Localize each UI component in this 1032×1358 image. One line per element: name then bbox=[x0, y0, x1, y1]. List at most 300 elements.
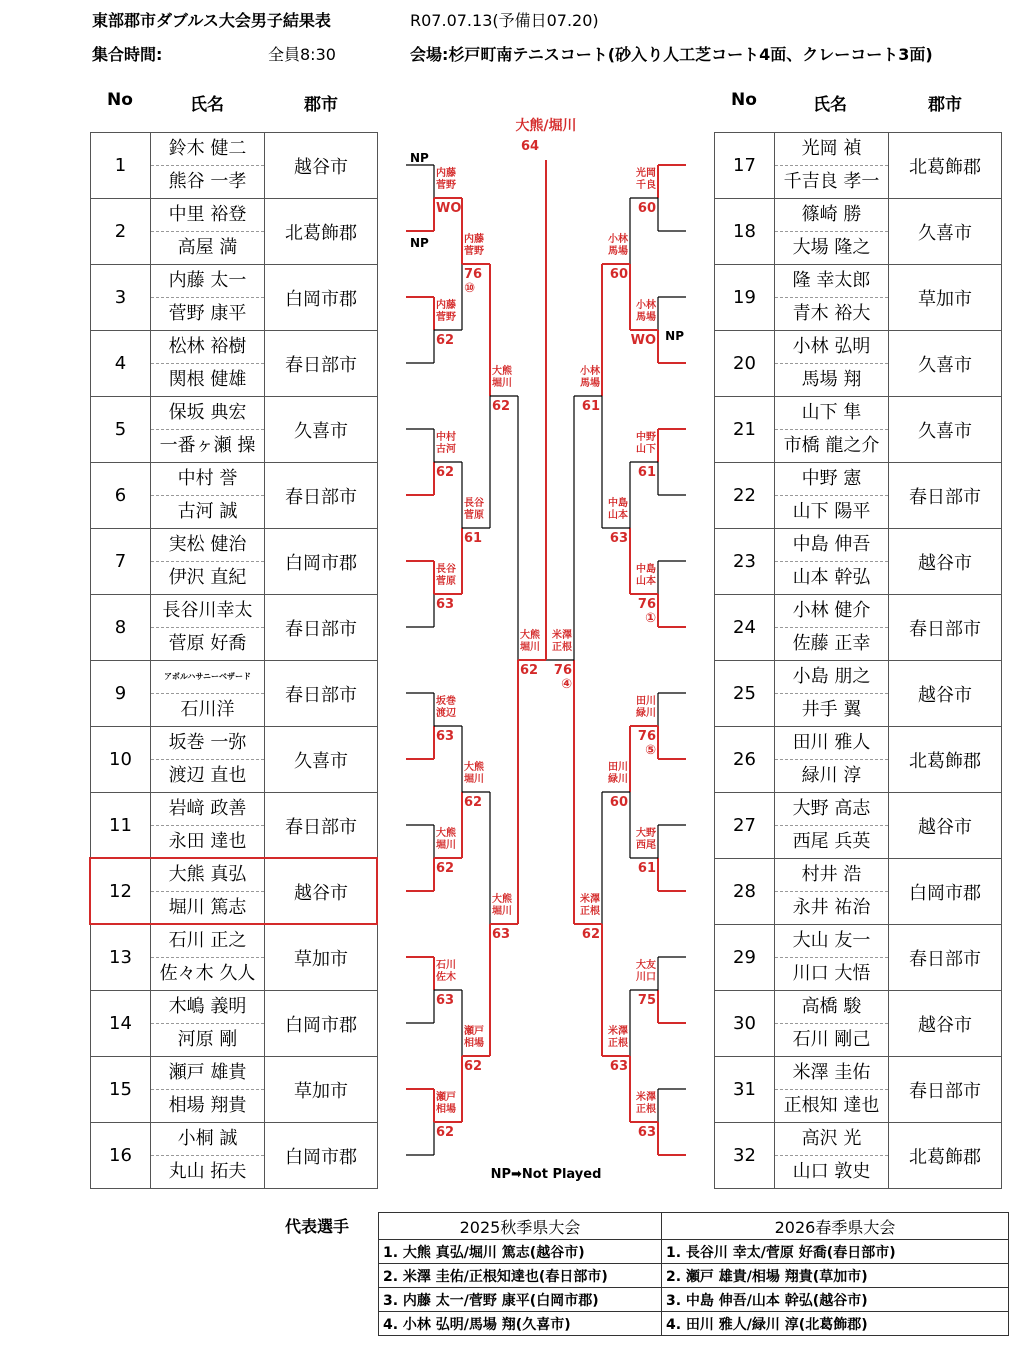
player-1-name: 隆 幸太郎 bbox=[775, 265, 888, 298]
player-row bbox=[715, 595, 1002, 661]
player-names bbox=[775, 397, 889, 463]
player-1-name: 鈴木 健二 bbox=[151, 133, 264, 166]
seed-number: 9 bbox=[91, 661, 151, 727]
match-winner-label: 大熊 bbox=[492, 894, 512, 905]
seed-number: 13 bbox=[91, 925, 151, 991]
player-1-name: 実松 健治 bbox=[151, 529, 264, 562]
match-winner-label: 堀川 bbox=[492, 906, 512, 917]
player-1-name: 松林 裕樹 bbox=[151, 331, 264, 364]
match-winner-label: 大熊 bbox=[464, 762, 484, 773]
match-winner-label: 馬場 bbox=[580, 378, 600, 389]
player-city: 北葛飾郡 bbox=[889, 727, 1002, 793]
player-city: 越谷市 bbox=[889, 529, 1002, 595]
meeting-time: 全員8:30 bbox=[268, 45, 336, 64]
seed-number: 31 bbox=[715, 1057, 775, 1123]
player-row bbox=[91, 1123, 378, 1189]
final-score: 64 bbox=[520, 139, 540, 154]
seed-number: 8 bbox=[91, 595, 151, 661]
player-1-name: 保坂 典宏 bbox=[151, 397, 264, 430]
player-2-name: 石川 剛己 bbox=[792, 1029, 871, 1050]
match-note: ⑤ bbox=[644, 743, 656, 758]
player-city: 白岡市郡 bbox=[265, 529, 378, 595]
player-1-name: 田川 雅人 bbox=[775, 727, 888, 760]
player-names bbox=[775, 265, 889, 331]
player-city: 北葛飾郡 bbox=[265, 199, 378, 265]
player-city: 白岡市郡 bbox=[265, 991, 378, 1057]
player-names bbox=[775, 859, 889, 925]
match-score: 62 bbox=[464, 795, 483, 810]
player-names bbox=[151, 1057, 265, 1123]
match-score: WO bbox=[436, 201, 462, 216]
reps-col2-row: 1. 長谷川 幸太/菅原 好喬(春日部市) bbox=[662, 1240, 1009, 1264]
seed-number: 28 bbox=[715, 859, 775, 925]
player-names bbox=[775, 529, 889, 595]
match-winner-label: 大熊 bbox=[436, 828, 456, 839]
match-winner-label: 堀川 bbox=[492, 378, 512, 389]
match-winner-label: 馬場 bbox=[608, 246, 628, 257]
player-names bbox=[775, 661, 889, 727]
player-row bbox=[715, 859, 1002, 925]
seed-number: 4 bbox=[91, 331, 151, 397]
player-1-name: 篠崎 勝 bbox=[775, 199, 888, 232]
match-score: 76 bbox=[637, 597, 656, 612]
player-row bbox=[715, 397, 1002, 463]
match-winner-label: 田川 bbox=[636, 696, 656, 707]
match-winner-label: 堀川 bbox=[436, 840, 456, 851]
player-city: 越谷市 bbox=[265, 133, 378, 199]
col-city-right: 郡市 bbox=[928, 95, 962, 115]
match-winner-label: 内藤 bbox=[464, 234, 484, 245]
player-2-name: 市橋 龍之介 bbox=[783, 435, 880, 456]
match-winner-label: 菅野 bbox=[436, 312, 456, 323]
player-row bbox=[91, 991, 378, 1057]
player-names bbox=[151, 199, 265, 265]
player-1-name: 小林 弘明 bbox=[775, 331, 888, 364]
player-names bbox=[775, 1123, 889, 1189]
match-winner-label: 山本 bbox=[608, 510, 628, 521]
player-2-name: 青木 裕大 bbox=[792, 303, 871, 324]
player-row bbox=[91, 529, 378, 595]
player-2-name: 渡辺 直也 bbox=[168, 765, 247, 786]
match-winner-label: 石川 bbox=[436, 960, 456, 971]
player-1-name: 高沢 光 bbox=[775, 1123, 888, 1156]
representatives-table bbox=[378, 1212, 1009, 1336]
reps-col1-row: 4. 小林 弘明/馬場 翔(久喜市) bbox=[379, 1312, 662, 1336]
match-winner-label: 大熊 bbox=[492, 366, 512, 377]
player-names bbox=[151, 727, 265, 793]
seed-number: 30 bbox=[715, 991, 775, 1057]
seed-number: 12 bbox=[91, 859, 151, 925]
match-winner-label: 菅野 bbox=[464, 246, 484, 257]
player-row bbox=[715, 463, 1002, 529]
seed-number: 14 bbox=[91, 991, 151, 1057]
player-city: 春日部市 bbox=[889, 1057, 1002, 1123]
player-city: 白岡市郡 bbox=[265, 265, 378, 331]
player-2-name: 石川洋 bbox=[180, 699, 235, 720]
col-city-left: 郡市 bbox=[304, 95, 338, 115]
match-score: 60 bbox=[609, 267, 628, 282]
player-row bbox=[715, 925, 1002, 991]
tournament-bracket bbox=[400, 110, 700, 1190]
seed-number: 16 bbox=[91, 1123, 151, 1189]
player-row bbox=[715, 199, 1002, 265]
representatives-label: 代表選手 bbox=[285, 1217, 350, 1236]
match-winner-label: 小林 bbox=[580, 366, 600, 377]
player-city: 春日部市 bbox=[265, 793, 378, 859]
player-names bbox=[775, 727, 889, 793]
player-row bbox=[715, 529, 1002, 595]
player-city: 久喜市 bbox=[889, 397, 1002, 463]
match-winner-label: 馬場 bbox=[636, 312, 656, 323]
player-2-name: 菅原 好喬 bbox=[168, 633, 247, 654]
reps-col1-row: 3. 内藤 太一/菅野 康平(白岡市郡) bbox=[379, 1288, 662, 1312]
player-city: 草加市 bbox=[889, 265, 1002, 331]
match-winner-label: 米澤 bbox=[552, 630, 572, 641]
seed-number: 26 bbox=[715, 727, 775, 793]
match-score: 62 bbox=[436, 861, 455, 876]
match-winner-label: 米澤 bbox=[636, 1092, 656, 1103]
player-row bbox=[715, 661, 1002, 727]
match-winner-label: 米澤 bbox=[608, 1026, 628, 1037]
player-2-name: 相場 翔貴 bbox=[168, 1095, 247, 1116]
player-city: 久喜市 bbox=[889, 331, 1002, 397]
match-score: WO bbox=[630, 333, 656, 348]
player-2-name: 菅野 康平 bbox=[168, 303, 247, 324]
player-1-name: 高橋 駿 bbox=[775, 991, 888, 1024]
player-names bbox=[775, 1057, 889, 1123]
match-winner-label: 中島 bbox=[608, 498, 628, 509]
match-winner-label: 米澤 bbox=[580, 894, 600, 905]
player-1-name: 小桐 誠 bbox=[151, 1123, 264, 1156]
match-winner-label: 菅原 bbox=[436, 576, 456, 587]
seed-number: 22 bbox=[715, 463, 775, 529]
seed-number: 10 bbox=[91, 727, 151, 793]
match-winner-label: 内藤 bbox=[436, 300, 456, 311]
player-city: 久喜市 bbox=[265, 727, 378, 793]
player-names bbox=[151, 133, 265, 199]
meeting-label: 集合時間: bbox=[92, 45, 163, 64]
seed-number: 20 bbox=[715, 331, 775, 397]
player-1-name: 木嶋 義明 bbox=[151, 991, 264, 1024]
match-note: ① bbox=[644, 611, 656, 626]
reps-col1-title: 2025秋季県大会 bbox=[379, 1213, 662, 1240]
player-row bbox=[91, 265, 378, 331]
match-winner-label: 小林 bbox=[636, 300, 656, 311]
player-city: 越谷市 bbox=[889, 661, 1002, 727]
player-1-name: 石川 正之 bbox=[151, 925, 264, 958]
match-winner-label: 山下 bbox=[636, 444, 656, 455]
player-row bbox=[715, 1057, 1002, 1123]
player-row bbox=[91, 925, 378, 991]
seed-number: 7 bbox=[91, 529, 151, 595]
player-2-name: 佐々木 久人 bbox=[159, 963, 256, 984]
player-names bbox=[151, 331, 265, 397]
seed-number: 23 bbox=[715, 529, 775, 595]
seed-number: 21 bbox=[715, 397, 775, 463]
player-1-name: 大熊 真弘 bbox=[151, 859, 264, 892]
match-winner-label: 中村 bbox=[436, 432, 456, 443]
player-1-name: 坂巻 一弥 bbox=[151, 727, 264, 760]
player-city: 越谷市 bbox=[889, 991, 1002, 1057]
match-winner-label: 長谷 bbox=[436, 564, 456, 575]
match-score: 75 bbox=[637, 993, 656, 1008]
player-2-name: 高屋 満 bbox=[177, 237, 238, 258]
player-1-name: アボルハサニーベザード bbox=[151, 661, 264, 694]
match-score: 63 bbox=[436, 993, 455, 1008]
match-winner-label: 小林 bbox=[608, 234, 628, 245]
player-names bbox=[775, 925, 889, 991]
col-name-left: 氏名 bbox=[190, 95, 224, 115]
player-1-name: 岩﨑 政善 bbox=[151, 793, 264, 826]
player-1-name: 村井 浩 bbox=[775, 859, 888, 892]
np-label: NP bbox=[410, 236, 429, 250]
reps-col2-title: 2026春季県大会 bbox=[662, 1213, 1009, 1240]
event-date: R07.07.13(予備日07.20) bbox=[410, 11, 599, 30]
player-row bbox=[715, 793, 1002, 859]
player-2-name: 古河 誠 bbox=[177, 501, 238, 522]
player-names bbox=[151, 529, 265, 595]
player-names bbox=[151, 265, 265, 331]
player-2-name: 伊沢 直紀 bbox=[168, 567, 247, 588]
player-2-name: 熊谷 一孝 bbox=[168, 171, 247, 192]
player-names bbox=[151, 925, 265, 991]
player-names bbox=[151, 595, 265, 661]
player-city: 越谷市 bbox=[889, 793, 1002, 859]
match-winner-label: 中島 bbox=[636, 564, 656, 575]
player-row bbox=[715, 331, 1002, 397]
reps-col2-row: 4. 田川 雅人/緑川 淳(北葛飾郡) bbox=[662, 1312, 1009, 1336]
player-names bbox=[151, 1123, 265, 1189]
player-city: 春日部市 bbox=[889, 595, 1002, 661]
match-score: 62 bbox=[436, 333, 455, 348]
player-2-name: 一番ヶ瀬 操 bbox=[159, 435, 256, 456]
champion-highlight bbox=[89, 857, 378, 925]
player-city: 白岡市郡 bbox=[265, 1123, 378, 1189]
match-score: 63 bbox=[492, 927, 511, 942]
player-2-name: 千吉良 孝一 bbox=[783, 171, 880, 192]
match-winner-label: 堀川 bbox=[520, 642, 540, 653]
match-score: 61 bbox=[637, 465, 656, 480]
player-row bbox=[91, 463, 378, 529]
reps-col1-row: 1. 大熊 真弘/堀川 篤志(越谷市) bbox=[379, 1240, 662, 1264]
match-score: 63 bbox=[637, 1125, 656, 1140]
player-names bbox=[151, 397, 265, 463]
page-title: 東部郡市ダブルス大会男子結果表 bbox=[92, 11, 331, 30]
match-winner-label: 緑川 bbox=[636, 708, 656, 719]
player-2-name: 丸山 拓夫 bbox=[168, 1161, 247, 1182]
seed-number: 24 bbox=[715, 595, 775, 661]
player-row bbox=[91, 397, 378, 463]
player-names bbox=[151, 463, 265, 529]
player-city: 春日部市 bbox=[889, 463, 1002, 529]
player-1-name: 大野 高志 bbox=[775, 793, 888, 826]
player-1-name: 長谷川幸太 bbox=[151, 595, 264, 628]
player-row bbox=[91, 1057, 378, 1123]
player-1-name: 中村 誉 bbox=[151, 463, 264, 496]
match-score: 76 bbox=[553, 663, 572, 678]
seed-number: 17 bbox=[715, 133, 775, 199]
match-score: 63 bbox=[436, 729, 455, 744]
player-row bbox=[91, 199, 378, 265]
player-1-name: 山下 隼 bbox=[775, 397, 888, 430]
player-city: 北葛飾郡 bbox=[889, 1123, 1002, 1189]
match-score: 63 bbox=[609, 1059, 628, 1074]
match-winner-label: 西尾 bbox=[636, 840, 656, 851]
match-score: 60 bbox=[637, 201, 656, 216]
player-1-name: 中野 憲 bbox=[775, 463, 888, 496]
match-score: 61 bbox=[637, 861, 656, 876]
match-score: 62 bbox=[520, 663, 539, 678]
player-city: 春日部市 bbox=[265, 463, 378, 529]
player-1-name: 光岡 禎 bbox=[775, 133, 888, 166]
match-winner-label: 正根 bbox=[608, 1038, 628, 1049]
match-note: ④ bbox=[560, 677, 572, 692]
reps-col1-row: 2. 米澤 圭佑/正根知達也(春日部市) bbox=[379, 1264, 662, 1288]
match-winner-label: 光岡 bbox=[636, 168, 656, 179]
player-2-name: 佐藤 正幸 bbox=[792, 633, 871, 654]
player-2-name: 永井 祐治 bbox=[792, 897, 871, 918]
player-city: 春日部市 bbox=[265, 331, 378, 397]
player-city: 北葛飾郡 bbox=[889, 133, 1002, 199]
seed-number: 15 bbox=[91, 1057, 151, 1123]
seed-number: 6 bbox=[91, 463, 151, 529]
np-label: NP bbox=[410, 151, 429, 165]
player-row bbox=[91, 661, 378, 727]
match-winner-label: 古河 bbox=[436, 444, 456, 455]
match-score: 60 bbox=[609, 795, 628, 810]
seed-number: 11 bbox=[91, 793, 151, 859]
player-names bbox=[775, 133, 889, 199]
match-winner-label: 正根 bbox=[580, 906, 600, 917]
player-names bbox=[775, 991, 889, 1057]
player-2-name: 堀川 篤志 bbox=[168, 897, 247, 918]
col-name-right: 氏名 bbox=[813, 95, 847, 115]
player-row bbox=[91, 793, 378, 859]
match-winner-label: 相場 bbox=[464, 1038, 484, 1049]
player-row bbox=[91, 727, 378, 793]
player-row bbox=[91, 331, 378, 397]
match-winner-label: 正根 bbox=[636, 1104, 656, 1115]
player-city: 草加市 bbox=[265, 925, 378, 991]
seed-number: 18 bbox=[715, 199, 775, 265]
match-score: 63 bbox=[436, 597, 455, 612]
match-score: 76 bbox=[464, 267, 483, 282]
match-winner-label: 大野 bbox=[636, 828, 656, 839]
match-winner-label: 千良 bbox=[636, 180, 656, 191]
player-row bbox=[91, 133, 378, 199]
seed-number: 5 bbox=[91, 397, 151, 463]
player-1-name: 中里 裕登 bbox=[151, 199, 264, 232]
match-score: 62 bbox=[464, 1059, 483, 1074]
player-names bbox=[775, 793, 889, 859]
seed-number: 1 bbox=[91, 133, 151, 199]
reps-col2-row: 2. 瀬戸 雄貴/相場 翔貴(草加市) bbox=[662, 1264, 1009, 1288]
seed-number: 3 bbox=[91, 265, 151, 331]
player-2-name: 山下 陽平 bbox=[792, 501, 871, 522]
match-score: 62 bbox=[436, 1125, 455, 1140]
player-row bbox=[715, 133, 1002, 199]
match-winner-label: 瀬戸 bbox=[464, 1026, 484, 1037]
player-row bbox=[715, 1123, 1002, 1189]
match-winner-label: 田川 bbox=[608, 762, 628, 773]
match-winner-label: 佐木 bbox=[436, 972, 456, 983]
player-city: 春日部市 bbox=[265, 595, 378, 661]
match-score: 63 bbox=[609, 531, 628, 546]
np-label: NP bbox=[665, 329, 684, 343]
seed-number: 19 bbox=[715, 265, 775, 331]
player-city: 久喜市 bbox=[265, 397, 378, 463]
player-2-name: 大場 隆之 bbox=[792, 237, 871, 258]
col-no-left: No bbox=[107, 90, 133, 110]
match-winner-label: 相場 bbox=[436, 1104, 456, 1115]
player-names bbox=[775, 595, 889, 661]
player-2-name: 河原 剛 bbox=[177, 1029, 238, 1050]
seed-number: 2 bbox=[91, 199, 151, 265]
player-2-name: 関根 健雄 bbox=[168, 369, 247, 390]
player-1-name: 中島 伸吾 bbox=[775, 529, 888, 562]
player-row bbox=[715, 727, 1002, 793]
np-legend: NP➡Not Played bbox=[490, 1167, 602, 1182]
match-note: ⑩ bbox=[464, 281, 476, 296]
player-city: 春日部市 bbox=[889, 925, 1002, 991]
player-1-name: 米澤 圭佑 bbox=[775, 1057, 888, 1090]
reps-col2-row: 3. 中島 伸吾/山本 幹弘(越谷市) bbox=[662, 1288, 1009, 1312]
player-city: 白岡市郡 bbox=[889, 859, 1002, 925]
match-winner-label: 内藤 bbox=[436, 168, 456, 179]
player-2-name: 緑川 淳 bbox=[801, 765, 862, 786]
player-city: 久喜市 bbox=[889, 199, 1002, 265]
match-score: 61 bbox=[581, 399, 600, 414]
match-winner-label: 緑川 bbox=[608, 774, 628, 785]
player-1-name: 小島 朋之 bbox=[775, 661, 888, 694]
player-2-name: 永田 達也 bbox=[168, 831, 247, 852]
match-winner-label: 大友 bbox=[636, 960, 656, 971]
player-names bbox=[775, 331, 889, 397]
player-names bbox=[151, 661, 265, 727]
seed-number: 29 bbox=[715, 925, 775, 991]
match-winner-label: 渡辺 bbox=[436, 708, 456, 719]
match-winner-label: 瀬戸 bbox=[436, 1092, 456, 1103]
champion-name: 大熊/堀川 bbox=[515, 118, 577, 134]
match-score: 76 bbox=[637, 729, 656, 744]
right-player-table bbox=[714, 132, 1002, 1189]
player-1-name: 瀬戸 雄貴 bbox=[151, 1057, 264, 1090]
match-winner-label: 菅野 bbox=[436, 180, 456, 191]
player-1-name: 小林 健介 bbox=[775, 595, 888, 628]
player-2-name: 川口 大悟 bbox=[792, 963, 871, 984]
player-2-name: 馬場 翔 bbox=[801, 369, 862, 390]
seed-number: 32 bbox=[715, 1123, 775, 1189]
match-winner-label: 川口 bbox=[636, 972, 656, 983]
match-winner-label: 山本 bbox=[636, 576, 656, 587]
player-2-name: 正根知 達也 bbox=[783, 1095, 880, 1116]
match-score: 61 bbox=[464, 531, 483, 546]
match-winner-label: 正根 bbox=[552, 642, 572, 653]
player-row bbox=[91, 595, 378, 661]
player-2-name: 西尾 兵英 bbox=[792, 831, 871, 852]
seed-number: 25 bbox=[715, 661, 775, 727]
player-city: 草加市 bbox=[265, 1057, 378, 1123]
player-names bbox=[775, 199, 889, 265]
player-1-name: 大山 友一 bbox=[775, 925, 888, 958]
player-names bbox=[775, 463, 889, 529]
match-score: 62 bbox=[492, 399, 511, 414]
match-winner-label: 堀川 bbox=[464, 774, 484, 785]
player-city: 越谷市 bbox=[265, 859, 378, 925]
match-winner-label: 菅原 bbox=[464, 510, 484, 521]
seed-number: 27 bbox=[715, 793, 775, 859]
player-city: 春日部市 bbox=[265, 661, 378, 727]
